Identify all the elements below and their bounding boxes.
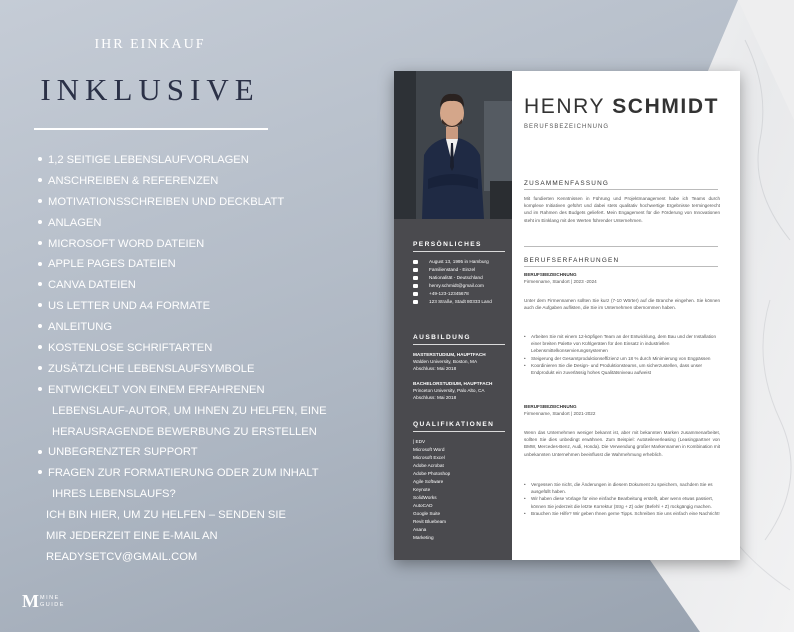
feature-item-continued: IHRES LEBENSLAUFS? — [52, 488, 176, 501]
job-description: Wenn das Unternehmen weniger bekannt ist, aber mit bekannten Marken zusammenarbeitet, sollten Sie dies unbedingt erwähnen. Zum Beispiel: Autoteileverleasing (Leasingpartner von BMW, Mercedes-Benz, Audi, Honda). Die Verwendung großer Markennamen in Kombination mit unbekannten Unternehmen beeinflusst die Wahrnehmung erheblich. — [524, 430, 720, 457]
personal-status: Familienstand - Einzel — [429, 267, 476, 272]
feature-list — [38, 150, 327, 568]
feature-item: ZUSÄTZLICHE LEBENSLAUFSYMBOLE — [38, 359, 327, 380]
edu-degree: MASTERSTUDIUM, HAUPTFACH — [413, 352, 486, 357]
feature-item: ANLEITUNG — [38, 317, 327, 338]
summary-text: Mit fundierten Kenntnissen in Führung und Projektmanagement habe ich Teams durch komplexe Initiativen geführt und dabei stets qualitativ hochwertige Ergebnisse termingerecht und im Rahmen des Budgets geliefert. Mein Engagement für die Förderung von Innovationen steht im Einklang mit den Werten führender Unternehmen. — [524, 196, 720, 223]
profile-photo — [394, 71, 512, 219]
summary-bottom-divider — [524, 246, 718, 247]
edu-school: Princeton University, Palo Alto, CA — [413, 388, 485, 393]
personal-phone: +49-123-12345678 — [429, 291, 469, 296]
feature-item: APPLE PAGES DATEIEN — [38, 254, 327, 275]
location-icon — [413, 300, 418, 304]
edu-school: Walden University, Boston, MA — [413, 359, 478, 364]
email-icon — [413, 284, 418, 288]
feature-item: CANVA DATEIEN — [38, 275, 327, 296]
skill-item: Adobe Photoshop — [413, 471, 451, 476]
resume-main — [512, 71, 740, 560]
job-bullet: • Wir haben diese Vorlage für eine einfache Bearbeitung erstellt, aber wenn etwas passiert, können Sie jederzeit die letzte Korrektur (Strg + Z) oder (Befehl + Z) rückgängig machen. — [524, 495, 720, 509]
skill-item: | EDV — [413, 439, 426, 444]
promo-panel — [0, 0, 390, 632]
feature-item: 1,2 SEITIGE LEBENSLAUFVORLAGEN — [38, 150, 327, 171]
job-bullet: • Arbeiten Sie mit einem 12-köpfigen Team an der Entwicklung, dem Bau und der Installation einer breiten Palette von Kühlgeräten für den Einsatz in industriellen Lebensmittelkonservierungssystemen — [524, 333, 720, 355]
job-bullet: • Brauchen Sie Hilfe? Wir geben Ihnen gerne Tipps. Schreiben Sie uns einfach eine Nachricht! — [524, 510, 720, 517]
personal-divider — [413, 251, 505, 252]
logo-mark-icon: M — [22, 591, 36, 611]
divider — [34, 128, 268, 130]
summary-heading: ZUSAMMENFASSUNG — [524, 180, 610, 187]
feature-item: ENTWICKELT VON EINEM ERFAHRENEN — [38, 380, 327, 401]
feature-item: MICROSOFT WORD DATEIEN — [38, 234, 327, 255]
resume-preview — [394, 71, 740, 560]
job-bullet: • Vergessen Sie nicht, die Änderungen in diesem Dokument zu speichern, nachdem Sie es ausgefüllt haben. — [524, 481, 720, 495]
experience-divider — [524, 266, 718, 267]
skill-item: Adobe Acrobat — [413, 463, 444, 468]
birthday-icon — [413, 260, 418, 264]
job-title: BERUFSBEZEICHNUNG — [524, 404, 577, 409]
ring-icon — [413, 268, 418, 272]
education-heading: AUSBILDUNG — [413, 334, 471, 341]
resume-name: HENRY SCHMIDT — [524, 95, 720, 118]
feature-item: MOTIVATIONSSCHREIBEN UND DECKBLATT — [38, 192, 327, 213]
feature-item-continued: HERAUSRAGENDE BEWERBUNG ZU ERSTELLEN — [52, 425, 317, 438]
personal-nationality: Nationalität - Deutschland — [429, 275, 483, 280]
job-meta: Firmenname, Standort | 2023 -2024 — [524, 279, 597, 284]
skill-item: Marketing — [413, 535, 434, 540]
contact-email[interactable]: READYSETCV@GMAIL.COM — [46, 550, 198, 563]
edu-year: Abschluss: Mai 2018 — [413, 366, 457, 371]
contact-line: MIR JEDERZEIT EINE E-MAIL AN — [46, 530, 218, 543]
skill-item: Microsoft Word — [413, 447, 445, 452]
skill-item: Google Suite — [413, 511, 441, 516]
experience-heading: BERUFSERFAHRUNGEN — [524, 257, 620, 264]
skills-divider — [413, 431, 505, 432]
feature-item: UNBEGRENZTER SUPPORT — [38, 442, 327, 463]
job-title: BERUFSBEZEICHNUNG — [524, 272, 577, 277]
feature-item: ANSCHREIBEN & REFERENZEN — [38, 171, 327, 192]
education-divider — [413, 344, 505, 345]
resume-sidebar — [394, 71, 512, 560]
logo-line-1: MINE — [40, 594, 60, 601]
brand-logo — [22, 591, 65, 612]
job-bullets — [524, 333, 720, 376]
feature-item: KOSTENLOSE SCHRIFTARTEN — [38, 338, 327, 359]
skill-item: AutoCAD — [413, 503, 433, 508]
personal-heading: PERSÖNLICHES — [413, 241, 482, 248]
skill-item: SolidWorks — [413, 495, 437, 500]
skill-item: Keynote — [413, 487, 431, 492]
skill-item: Revit Bluebeam — [413, 519, 447, 524]
promo-headline: INKLUSIVE — [40, 72, 260, 107]
skill-item: Microsoft Excel — [413, 455, 445, 460]
promo-kicker: IHR EINKAUF — [94, 37, 206, 52]
feature-item: ANLAGEN — [38, 213, 327, 234]
job-bullet: • Steigerung der Gesamtproduktionseffizienz um 18 % durch Minimierung von Engpässen — [524, 355, 720, 362]
skills-heading: QUALIFIKATIONEN — [413, 421, 495, 428]
flag-icon — [413, 276, 418, 280]
logo-line-2: GUIDE — [40, 601, 65, 608]
phone-icon — [413, 292, 418, 296]
skill-item: Asana — [413, 527, 427, 532]
personal-email: henry.schmidt@gmail.com — [429, 283, 484, 288]
skill-item: Agile Software — [413, 479, 444, 484]
personal-address: 123 Straße, Stadt 80333 Land — [429, 299, 492, 304]
job-bullet: • Koordinieren Sie die Design- und Produktionsteams, um sicherzustellen, dass unser Endprodukt ein zuverlässig hohes Qualitätsniveau aufweist — [524, 362, 720, 376]
job-description: Unter dem Firmennamen sollten Sie kurz (7-10 Wörter) auf die Branche eingehen. Sie können auch die Aufgaben auflisten, die Sie im Unternehmen übernommen haben. — [524, 298, 720, 311]
feature-item: FRAGEN ZUR FORMATIERUNG ODER ZUM INHALT — [38, 463, 327, 484]
summary-divider — [524, 189, 718, 190]
job-meta: Firmenname, Standort | 2021-2022 — [524, 411, 596, 416]
edu-year: Abschluss: Mai 2018 — [413, 395, 457, 400]
job-bullets — [524, 481, 720, 517]
feature-item-continued: LEBENSLAUF-AUTOR, UM IHNEN ZU HELFEN, EINE — [52, 404, 327, 417]
resume-job-title: BERUFSBEZEICHNUNG — [524, 124, 610, 130]
person-illustration — [394, 71, 512, 219]
personal-birth: August 13, 1995 in Hamburg — [429, 259, 489, 264]
edu-degree: BACHELORSTUDIUM, HAUPTFACH — [413, 381, 493, 386]
contact-line: ICH BIN HIER, UM ZU HELFEN – SENDEN SIE — [46, 509, 286, 522]
feature-item: US LETTER UND A4 FORMATE — [38, 296, 327, 317]
